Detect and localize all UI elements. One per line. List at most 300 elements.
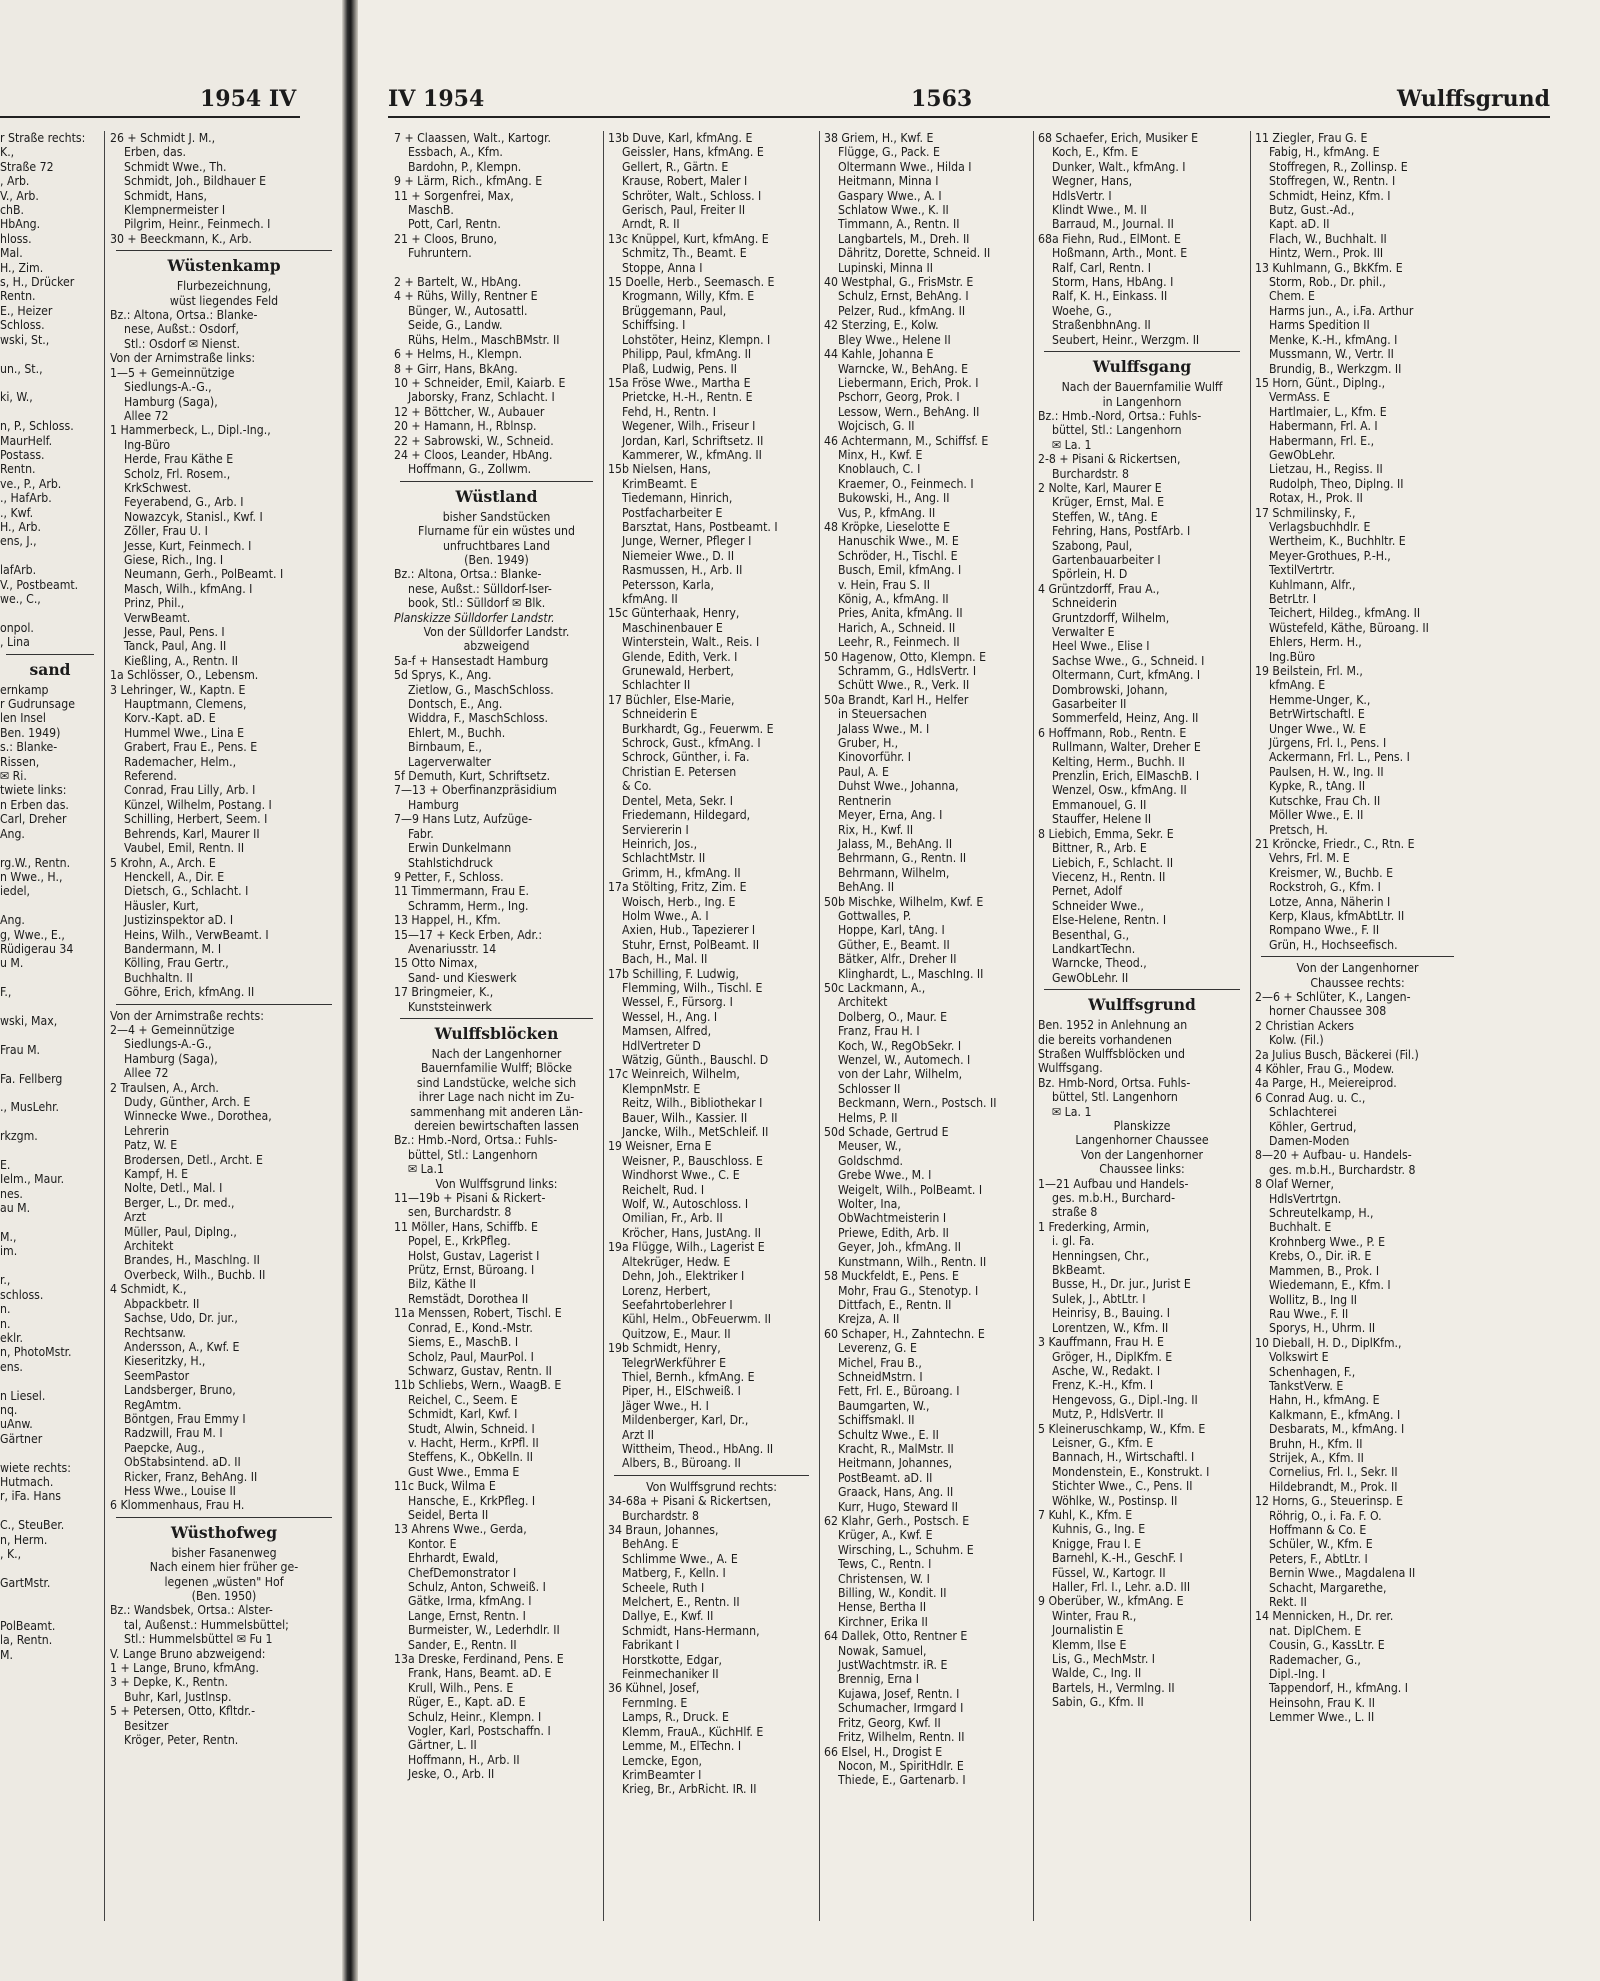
- directory-line: Bz. Hmb-Nord, Ortsa. Fuhls-: [1038, 1075, 1191, 1090]
- directory-line: Petersson, Karla,: [622, 577, 714, 592]
- directory-line: Wittheim, Theod., HbAng. II: [622, 1441, 774, 1456]
- directory-line: Seide, G., Landw.: [408, 318, 503, 333]
- right-header-rule: [388, 116, 1550, 118]
- directory-line: sind Landstücke, welche sich: [416, 1075, 577, 1090]
- directory-line: Burkhardt, Gg., Feuerwm. E: [622, 721, 774, 736]
- directory-line: Schneider Wwe.,: [1052, 898, 1144, 913]
- directory-line: n Liesel.: [0, 1388, 46, 1403]
- directory-line: Grunewald, Herbert,: [622, 664, 734, 679]
- directory-line: Ehrhardt, Ewald,: [408, 1551, 499, 1566]
- directory-line: ChefDemonstrator I: [408, 1565, 517, 1580]
- directory-line: Schneiderin E: [622, 707, 698, 722]
- directory-line: Woehe, G.,: [1052, 303, 1112, 318]
- directory-line: Nach einem hier früher ge-: [149, 1560, 299, 1575]
- directory-line: Kammerer, W., kfmAng. II: [622, 447, 762, 462]
- directory-line: 11 Ziegler, Frau G. E: [1255, 131, 1368, 145]
- directory-line: Prinz, Phil.,: [124, 596, 185, 611]
- directory-line: 9 Petter, F., Schloss.: [394, 869, 504, 884]
- directory-line: 15—17 + Keck Erben, Adr.:: [394, 927, 543, 942]
- directory-line: Kreismer, W., Buchb. E: [1269, 865, 1394, 880]
- directory-line: r Gudrunsage: [0, 697, 75, 712]
- directory-line: Wolter, Ina,: [838, 1197, 901, 1212]
- directory-line: 10 + Schneider, Emil, Kaiarb. E: [394, 375, 566, 390]
- directory-line: Remstädt, Dorothea II: [408, 1291, 529, 1306]
- directory-column-4: [1038, 131, 1246, 1710]
- directory-line: Krull, Wilh., Pens. E: [408, 1680, 514, 1695]
- directory-line: Seefahrtoberlehrer I: [622, 1297, 733, 1312]
- directory-line: Jesse, Paul, Pens. I: [124, 625, 225, 639]
- directory-line: Harms jun., A., i.Fa. Arthur: [1269, 303, 1414, 318]
- directory-line: 4 Grüntzdorff, Frau A.,: [1038, 581, 1160, 596]
- directory-line: 19a Flügge, Wilh., Lagerist E: [608, 1240, 765, 1255]
- directory-line: SchlachtMstr. II: [622, 851, 706, 866]
- directory-line: 4 + Rühs, Willy, Rentner E: [394, 289, 538, 304]
- directory-line: Schröder, H., Tischl. E: [838, 548, 958, 563]
- directory-line: Klemm, Ilse E: [1052, 1637, 1127, 1652]
- directory-line: Studt, Alwin, Schneid. I: [408, 1421, 535, 1436]
- directory-line: 50d Schade, Gertrud E: [824, 1125, 949, 1140]
- directory-line: Hutmach.: [0, 1474, 54, 1489]
- directory-line: Schulz, Anton, Schweiß. I: [408, 1580, 546, 1594]
- directory-line: unfruchtbares Land: [442, 538, 551, 553]
- directory-line: Kurr, Hugo, Steward II: [838, 1499, 959, 1514]
- directory-line: Burmeister, W., Lederhdlr. II: [408, 1623, 560, 1638]
- directory-line: Klemm, FrauA., KüchHlf. E: [622, 1724, 764, 1739]
- directory-line: Liebich, F., Schlacht. II: [1052, 855, 1174, 870]
- directory-line: in Steuersachen: [838, 707, 927, 722]
- directory-line: TankstVerw. E: [1269, 1378, 1344, 1393]
- directory-line: Duhst Wwe., Johanna,: [838, 779, 959, 794]
- directory-line: Stichter Wwe., C., Pens. II: [1052, 1479, 1193, 1494]
- directory-line: Wegner, Hans,: [1052, 174, 1133, 189]
- directory-line: nese, Außst.: Osdorf,: [124, 322, 240, 337]
- directory-line: HdlsVertr. I: [1052, 188, 1112, 203]
- directory-line: r Straße rechts:: [0, 131, 86, 145]
- directory-line: H., Zim.: [0, 260, 44, 275]
- directory-line: Leverenz, G. E: [838, 1341, 917, 1356]
- directory-line: Rekt. II: [1269, 1595, 1307, 1610]
- directory-line: Leisner, G., Kfm. E: [1052, 1435, 1154, 1450]
- directory-line: Fa. Fellberg: [0, 1071, 63, 1086]
- directory-line: Pott, Carl, Rentn.: [408, 217, 501, 232]
- directory-line: Mammen, B., Prok. I: [1269, 1263, 1380, 1278]
- directory-line: 15 Otto Nimax,: [394, 956, 478, 971]
- directory-line: Kinovorführ. I: [838, 750, 911, 765]
- directory-line: Plaß, Ludwig, Pens. II: [622, 361, 738, 376]
- directory-line: Hoßmann, Arth., Mont. E: [1052, 246, 1188, 261]
- directory-line: Künzel, Wilhelm, Postang. I: [124, 797, 272, 812]
- directory-line: Hanuschik Wwe., M. E: [838, 534, 959, 549]
- directory-line: dereien bewirtschaften lassen: [414, 1119, 579, 1133]
- directory-line: Beckmann, Wern., Postsch. II: [838, 1096, 997, 1111]
- directory-line: Lohstöter, Heinz, Klempn. I: [622, 332, 771, 347]
- directory-line: Verlagsbuchhdlr. E: [1269, 519, 1371, 534]
- directory-line: Rockstroh, G., Kfm. I: [1269, 880, 1381, 895]
- directory-line: 38 Griem, H., Kwf. E: [824, 131, 934, 145]
- directory-line: Schulz, Ernst, BehAng. I: [838, 289, 969, 304]
- directory-line: Ackermann, Frl. L., Pens. I: [1269, 750, 1410, 765]
- directory-line: Prietcke, H.-H., Rentn. E: [622, 390, 753, 405]
- directory-line: Chem. E: [1269, 289, 1315, 304]
- directory-line: onpol.: [0, 620, 34, 635]
- directory-line: Erben, das.: [124, 145, 186, 160]
- directory-line: Schmidt, Hans,: [124, 188, 208, 203]
- directory-line: Planskizze Sülldorfer Landstr.: [394, 610, 555, 625]
- directory-line: Kuhlmann, Alfr.,: [1269, 577, 1356, 592]
- directory-line: sammenhang mit anderen Län-: [410, 1104, 583, 1119]
- directory-line: Gerisch, Paul, Freiter II: [622, 203, 746, 218]
- directory-line: Habermann, Frl. A. I: [1269, 419, 1378, 434]
- directory-line: Schramm, G., HdlsVertr. I: [838, 664, 977, 679]
- section-rule: [400, 1018, 593, 1019]
- directory-line: HdlsVertrtgn.: [1269, 1191, 1342, 1206]
- directory-line: 1a Schlösser, O., Lebensm.: [110, 668, 259, 683]
- directory-line: Hintz, Wern., Prok. III: [1269, 246, 1384, 261]
- directory-line: Busse, H., Dr. jur., Jurist E: [1052, 1277, 1191, 1292]
- directory-line: (Ben. 1950): [191, 1589, 257, 1603]
- directory-line: Wegener, Wilh., Friseur I: [622, 419, 756, 434]
- directory-line: 4 Köhler, Frau G., Modew.: [1255, 1062, 1395, 1076]
- section-rule: [6, 654, 94, 655]
- directory-line: Bittner, R., Arb. E: [1052, 841, 1147, 856]
- directory-line: Planskizze: [1113, 1119, 1171, 1133]
- directory-line: Stoffregen, W., Rentn. I: [1269, 174, 1396, 189]
- directory-line: 26 + Schmidt J. M.,: [110, 131, 216, 145]
- directory-line: Pelzer, Rud., kfmAng. II: [838, 303, 966, 318]
- directory-line: Füssel, W., Kartogr. II: [1052, 1565, 1166, 1580]
- directory-line: Lehrerin: [124, 1123, 170, 1138]
- directory-line: Sander, E., Rentn. II: [408, 1637, 517, 1652]
- directory-line: Wojcisch, G. II: [838, 419, 915, 434]
- directory-line: HdlVertreter D: [622, 1038, 701, 1053]
- street-heading: Wüstenkamp: [167, 256, 281, 276]
- directory-line: Brundig, B., Werkzgm. II: [1269, 361, 1402, 376]
- directory-line: Hamburg (Saga),: [124, 394, 218, 409]
- directory-line: (Ben. 1949): [464, 552, 529, 567]
- directory-line: Krejza, A. II: [838, 1312, 900, 1327]
- directory-line: Heitmann, Johannes,: [838, 1456, 953, 1471]
- directory-line: Dähritz, Dorette, Schneid. II: [838, 246, 991, 261]
- directory-line: Bz.: Wandsbek, Ortsa.: Alster-: [110, 1603, 273, 1618]
- directory-line: 3 Lehringer, W., Kaptn. E: [110, 682, 246, 697]
- directory-line: 19b Schmidt, Henry,: [608, 1341, 721, 1356]
- directory-line: Krüger, A., Kwf. E: [838, 1528, 933, 1543]
- left-column-main: [110, 131, 338, 1747]
- directory-line: 5f Demuth, Kurt, Schriftsetz.: [394, 769, 551, 784]
- directory-line: Lorentzen, W., Kfm. II: [1052, 1320, 1169, 1335]
- directory-line: Jaborsky, Franz, Schlacht. I: [408, 390, 555, 405]
- directory-line: Hense, Bertha II: [838, 1600, 927, 1615]
- directory-line: Ralf, Carl, Rentn. I: [1052, 260, 1152, 275]
- directory-line: Asche, W., Redakt. I: [1052, 1363, 1161, 1378]
- directory-line: KrkSchwest.: [124, 480, 192, 495]
- directory-line: Kolw. (Fil.): [1269, 1033, 1324, 1048]
- directory-line: 7 Kuhl, K., Kfm. E: [1038, 1507, 1133, 1522]
- directory-line: Schmitz, Th., Beamt. E: [622, 246, 747, 261]
- directory-line: Abpackbetr. II: [124, 1296, 200, 1311]
- directory-line: Hamburg (Saga),: [124, 1051, 218, 1066]
- directory-line: Flemming, Wilh., Tischl. E: [622, 980, 763, 995]
- directory-line: 1 + Lange, Bruno, kfmAng.: [110, 1661, 259, 1676]
- directory-line: Arndt, R. II: [622, 217, 680, 232]
- directory-line: Thiel, Bernh., kfmAng. E: [622, 1369, 755, 1384]
- directory-line: uAnw.: [0, 1417, 33, 1432]
- directory-line: n, P., Schloss.: [0, 419, 74, 434]
- directory-line: TextilVertrtr.: [1269, 563, 1335, 578]
- directory-line: 11a Menssen, Robert, Tischl. E: [394, 1306, 562, 1321]
- directory-line: ens.: [0, 1359, 23, 1374]
- column-divider: [104, 131, 105, 1921]
- directory-line: Fabig, H., kfmAng. E: [1269, 145, 1380, 160]
- directory-line: KrimBeamt. E: [622, 476, 698, 491]
- directory-line: Brodersen, Detl., Archt. E: [124, 1152, 263, 1167]
- directory-line: Philipp, Paul, kfmAng. II: [622, 347, 752, 362]
- directory-line: Kröger, Peter, Rentn.: [124, 1733, 239, 1748]
- directory-line: Schulz, Heinr., Klempn. I: [408, 1709, 542, 1724]
- directory-line: KlempnMstr. E: [622, 1081, 701, 1096]
- directory-line: die bereits vorhandenen: [1038, 1032, 1172, 1047]
- directory-line: [0, 1374, 100, 1388]
- directory-line: Ang.: [0, 826, 25, 841]
- directory-line: Behrmann, Wilhelm,: [838, 865, 950, 880]
- directory-line: Grimm, H., kfmAng. II: [622, 865, 741, 880]
- directory-line: n, Herm.: [0, 1532, 48, 1547]
- directory-line: Reichelt, Rud. I: [622, 1182, 705, 1197]
- directory-line: Dietsch, G., Schlacht. I: [124, 884, 249, 899]
- directory-line: V., Arb.: [0, 188, 39, 203]
- directory-line: Horstkotte, Edgar,: [622, 1652, 722, 1667]
- directory-line: Bätker, Alfr., Dreher II: [838, 952, 957, 967]
- directory-line: büttel, Stl.: Langenhorn: [1052, 423, 1182, 438]
- directory-line: 2a Julius Busch, Bäckerei (Fil.): [1255, 1047, 1419, 1062]
- directory-line: Rudolph, Theo, Diplng. II: [1269, 476, 1404, 491]
- directory-line: Wolf, W., Autoschloss. I: [622, 1197, 749, 1212]
- directory-line: Scholz, Paul, MaurPol. I: [408, 1349, 534, 1364]
- directory-line: Schütt Wwe., R., Verk. II: [838, 678, 970, 693]
- directory-line: eklr.: [0, 1330, 24, 1345]
- directory-line: 2-8 + Pisani & Rickertsen,: [1038, 452, 1181, 467]
- directory-line: [0, 1446, 100, 1460]
- directory-line: FernmIng. E: [622, 1695, 688, 1710]
- directory-line: Feinmechaniker II: [622, 1667, 719, 1682]
- directory-line: Bilz, Käthe II: [408, 1277, 476, 1292]
- directory-line: Sporys, H., Uhrm. II: [1269, 1321, 1376, 1336]
- directory-line: Verwalter E: [1052, 625, 1115, 639]
- directory-line: Conrad, Frau Lilly, Arb. I: [124, 783, 256, 798]
- directory-line: Schlosser II: [838, 1081, 901, 1096]
- directory-line: Hoffmann & Co. E: [1269, 1523, 1367, 1537]
- directory-line: Sachse Wwe., G., Schneid. I: [1052, 653, 1205, 668]
- directory-line: Rademacher, Helm.,: [124, 754, 237, 769]
- directory-line: Dentel, Meta, Sekr. I: [622, 793, 734, 808]
- directory-line: Von Wulffsgrund rechts:: [646, 1479, 777, 1494]
- directory-line: 20 + Hamann, H., Rblnsp.: [394, 419, 537, 434]
- directory-line: Pries, Anita, kfmAng. II: [838, 606, 963, 621]
- directory-line: [0, 1000, 100, 1014]
- directory-line: ve., P., Arb.: [0, 476, 62, 491]
- directory-line: 11 + Sorgenfrei, Max,: [394, 188, 514, 203]
- directory-line: Lupinski, Minna II: [838, 260, 933, 275]
- directory-line: Koch, W., RegObSekr. I: [838, 1038, 962, 1053]
- directory-line: Dittfach, E., Rentn. II: [838, 1297, 952, 1312]
- directory-line: [0, 405, 100, 419]
- directory-line: Feyerabend, G., Arb. I: [124, 495, 244, 510]
- directory-line: Meyer-Grothues, P.-H.,: [1269, 548, 1391, 563]
- directory-line: Haller, Frl. I., Lehr. a.D. III: [1052, 1580, 1191, 1594]
- left-column-fragment: [0, 131, 100, 1662]
- directory-line: Knigge, Frau I. E: [1052, 1536, 1142, 1551]
- directory-line: Neumann, Gerh., PolBeamt. I: [124, 567, 284, 582]
- directory-line: Schlatow Wwe., K. II: [838, 203, 949, 218]
- left-page: [0, 0, 342, 1981]
- directory-line: Conrad, E., Kond.-Mstr.: [408, 1320, 533, 1335]
- directory-line: Heel Wwe., Elise I: [1052, 639, 1150, 654]
- directory-line: Berger, L., Dr. med.,: [124, 1195, 235, 1210]
- directory-line: JustWachtmstr. iR. E: [838, 1658, 948, 1673]
- directory-column-1: [394, 131, 599, 1782]
- directory-line: Bley Wwe., Helene II: [838, 332, 951, 347]
- directory-line: Lemcke, Egon,: [622, 1753, 703, 1768]
- street-heading: Wulffsgrund: [1088, 995, 1196, 1015]
- directory-line: 19 Beilstein, Frl. M.,: [1255, 664, 1363, 679]
- directory-line: Schmidt, Karl, Kwf. I: [408, 1407, 518, 1422]
- directory-line: n Erben das.: [0, 797, 69, 812]
- section-rule: [400, 481, 593, 482]
- directory-line: Volkswirt E: [1269, 1350, 1329, 1365]
- directory-line: Lessow, Wern., BehAng. II: [838, 404, 980, 419]
- directory-line: Architekt: [838, 995, 888, 1010]
- directory-column-2: [608, 131, 815, 1797]
- directory-line: Buchhalt. E: [1269, 1220, 1332, 1235]
- directory-line: Heinrisy, B., Bauing. I: [1052, 1306, 1171, 1321]
- directory-line: Widdra, F., MaschSchloss.: [408, 711, 548, 726]
- directory-line: Rentnerin: [838, 793, 892, 808]
- directory-line: Böntgen, Frau Emmy I: [124, 1411, 246, 1426]
- directory-line: 12 + Böttcher, W., Aubauer: [394, 404, 545, 419]
- directory-line: Schiffsmakl. II: [838, 1413, 915, 1428]
- directory-line: wüst liegendes Feld: [169, 293, 279, 308]
- directory-line: nq.: [0, 1402, 18, 1417]
- directory-line: 64 Dallek, Otto, Rentner E: [824, 1629, 968, 1644]
- directory-line: 22 + Sabrowski, W., Schneid.: [394, 433, 554, 448]
- directory-line: Jordan, Karl, Schriftsetz. II: [622, 433, 764, 448]
- directory-line: BetrLtr. I: [1269, 592, 1317, 606]
- directory-line: Heitmann, Minna I: [838, 174, 939, 189]
- directory-line: Viecenz, H., Rentn. II: [1052, 869, 1166, 884]
- directory-line: Weigelt, Wilh., PolBeamt. I: [838, 1182, 983, 1197]
- directory-line: Liebermann, Erich, Prok. I: [838, 375, 979, 390]
- directory-line: Schumacher, Irmgard I: [838, 1701, 964, 1716]
- directory-line: Ang.: [0, 913, 25, 928]
- directory-line: Von der Sülldorfer Landstr.: [423, 625, 570, 639]
- directory-line: 2 Nolte, Karl, Maurer E: [1038, 480, 1162, 495]
- directory-line: Lorenz, Herbert,: [622, 1283, 711, 1298]
- directory-line: Landsberger, Bruno,: [124, 1383, 236, 1398]
- directory-line: 1 Hammerbeck, L., Dipl.-Ing.,: [110, 423, 271, 438]
- directory-line: Meuser, W.,: [838, 1139, 902, 1154]
- directory-line: Koch, E., Kfm. E: [1052, 145, 1139, 160]
- directory-line: Buhr, Karl, Justlnsp.: [124, 1689, 232, 1704]
- directory-line: ernkamp: [0, 682, 49, 697]
- directory-line: 34 Braun, Johannes,: [608, 1523, 719, 1537]
- directory-line: Kieseritzky, H.,: [124, 1354, 206, 1369]
- directory-line: Pretsch, H.: [1269, 822, 1328, 837]
- directory-line: Stuhr, Ernst, PolBeamt. II: [622, 937, 760, 952]
- directory-line: büttel, Stl.: Langenhorn: [408, 1147, 538, 1162]
- directory-line: Gärtner, L. II: [408, 1738, 477, 1753]
- directory-line: 21 + Cloos, Bruno,: [394, 231, 498, 246]
- directory-line: horner Chaussee 308: [1269, 1004, 1387, 1019]
- directory-line: 34-68a + Pisani & Rickertsen,: [608, 1494, 772, 1509]
- directory-line: sen, Burchardstr. 8: [408, 1205, 512, 1220]
- section-rule: [116, 1004, 332, 1005]
- directory-line: Kalkmann, E., kfmAng. I: [1269, 1407, 1401, 1422]
- directory-line: Franz, Frau H. I: [838, 1024, 920, 1039]
- directory-line: Hamburg: [408, 797, 459, 812]
- directory-line: au M.: [0, 1201, 31, 1216]
- directory-line: Dontsch, E., Ang.: [408, 697, 503, 712]
- directory-column-5: [1255, 131, 1460, 1725]
- directory-line: Schmidt, Heinz, Kfm. I: [1269, 188, 1391, 203]
- directory-line: Schreutelkamp, H.,: [1269, 1206, 1374, 1221]
- directory-line: Mal.: [0, 246, 23, 261]
- directory-line: Stauffer, Helene II: [1052, 812, 1152, 827]
- directory-line: 15 Doelle, Herb., Seemasch. E: [608, 275, 775, 290]
- directory-line: 15 Horn, Günt., Diplng.,: [1255, 375, 1386, 390]
- directory-line: Gellert, R., Gärtn. E: [622, 159, 729, 174]
- directory-line: Rau Wwe., F. II: [1269, 1306, 1349, 1321]
- directory-line: Behrends, Karl, Maurer II: [124, 826, 260, 841]
- directory-line: Gruntzdorff, Wilhelm,: [1052, 610, 1170, 625]
- directory-line: Hahn, H., kfmAng. E: [1269, 1393, 1380, 1408]
- directory-line: Paepcke, Aug.,: [124, 1440, 205, 1455]
- directory-line: Habermann, Frl. E.,: [1269, 433, 1375, 448]
- directory-line: Von der Langenhorner: [1081, 1147, 1203, 1162]
- directory-line: Krause, Robert, Maler I: [622, 174, 748, 189]
- directory-line: Jalass, M., BehAng. II: [838, 836, 953, 851]
- directory-line: Giese, Rich., Ing. I: [124, 552, 224, 567]
- directory-line: Stahlstichdruck: [408, 855, 493, 870]
- directory-line: Wessel, H., Ang. I: [622, 1009, 718, 1024]
- directory-line: Winter, Frau R.,: [1052, 1608, 1137, 1623]
- directory-line: 1—5 + Gemeinnützige: [110, 365, 235, 380]
- directory-line: Henckell, A., Dir. E: [124, 869, 225, 884]
- directory-line: 60 Schaper, H., Zahntechn. E: [824, 1326, 985, 1341]
- directory-line: [0, 376, 100, 390]
- directory-line: Warncke, W., BehAng. E: [838, 361, 969, 376]
- directory-line: Goldschmd.: [838, 1153, 904, 1168]
- directory-line: Lemmer Wwe., L. II: [1269, 1710, 1375, 1725]
- directory-line: Bandermann, M. I: [124, 941, 222, 956]
- directory-line: Ehlers, Herm. H.,: [1269, 635, 1362, 650]
- directory-line: [0, 1590, 100, 1604]
- directory-line: Bauernfamilie Wulff; Blöcke: [421, 1061, 572, 1076]
- directory-line: Hummel Wwe., Lina E: [124, 725, 245, 740]
- directory-line: Glende, Edith, Verk. I: [622, 649, 738, 664]
- directory-line: Bz.: Hmb.-Nord, Ortsa.: Fuhls-: [1038, 408, 1202, 423]
- directory-line: Schlimme Wwe., A. E: [622, 1551, 738, 1566]
- directory-line: 2 + Bartelt, W., HbAng.: [394, 275, 522, 290]
- directory-line: , Lina: [0, 635, 30, 650]
- directory-line: Warncke, Theod.,: [1052, 956, 1147, 971]
- directory-line: Nocon, M., SpiritHdlr. E: [838, 1758, 964, 1773]
- directory-line: Bartels, H., Vermlng. II: [1052, 1680, 1175, 1695]
- directory-line: iedel,: [0, 884, 31, 899]
- directory-line: v. Hein, Frau S. II: [838, 577, 930, 592]
- directory-line: 19 Weisner, Erna E: [608, 1139, 712, 1154]
- directory-line: Flurname für ein wüstes und: [418, 524, 575, 539]
- directory-line: schloss.: [0, 1287, 44, 1302]
